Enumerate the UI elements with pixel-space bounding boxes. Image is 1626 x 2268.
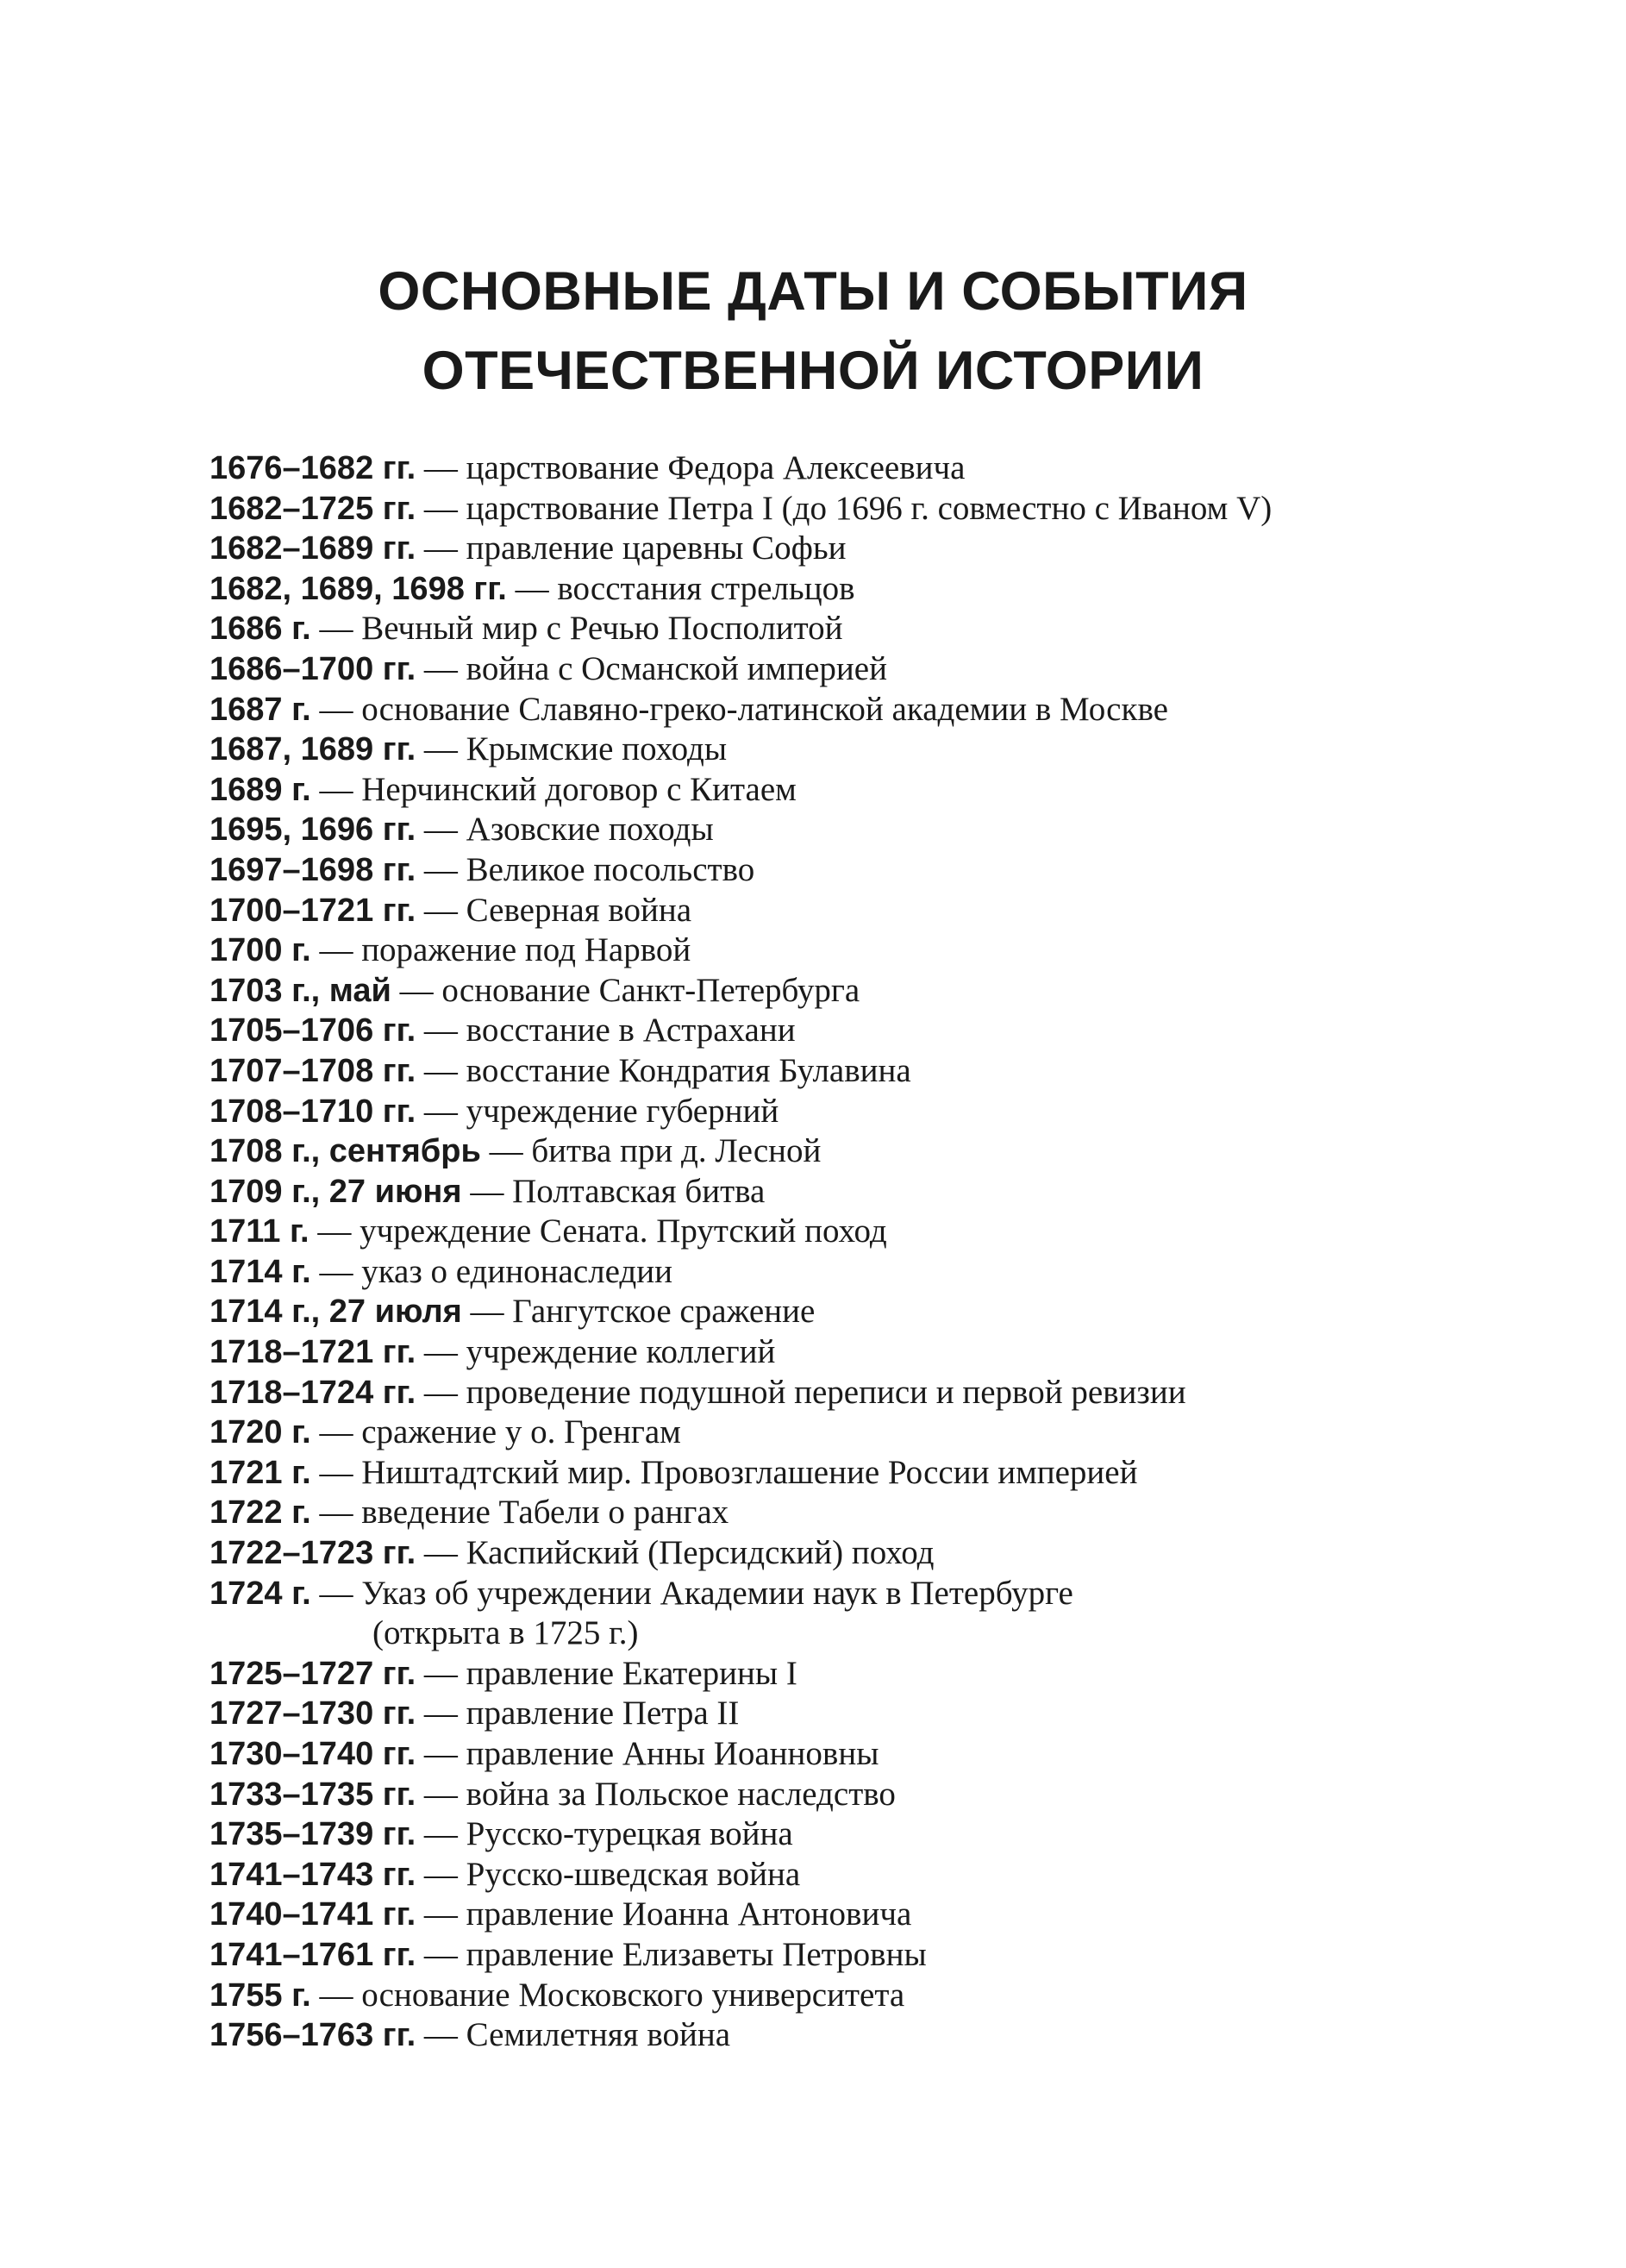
entry-dash: —: [319, 610, 353, 648]
entry-text: учреждение губерний: [466, 1092, 779, 1130]
entry-dash: —: [423, 1373, 458, 1411]
chronology-entry: [210, 810, 1503, 850]
entry-date: 1722–1723 гг.: [210, 1535, 416, 1572]
entry-text: проведение подушной переписи и первой ревизии: [466, 1373, 1186, 1411]
entry-dash: —: [423, 1051, 458, 1089]
entry-text: указ о единонаследии: [361, 1252, 672, 1290]
entry-dash: —: [319, 1453, 353, 1491]
entry-dash: —: [423, 1815, 458, 1853]
entry-date: 1687, 1689 гг.: [210, 731, 416, 768]
chronology-list: [210, 448, 1503, 2056]
entry-date: 1676–1682 гг.: [210, 450, 416, 486]
entry-date: 1720 г.: [210, 1414, 311, 1451]
entry-date: 1755 г.: [210, 1977, 311, 2014]
entry-date: 1687 г.: [210, 691, 311, 728]
entry-text: правление Анны Иоанновны: [466, 1735, 879, 1772]
entry-text: Великое посольство: [466, 850, 755, 888]
entry-date: 1682–1689 гг.: [210, 530, 416, 567]
entry-dash: —: [423, 1012, 458, 1049]
entry-text: восстание Кондратия Булавина: [466, 1051, 911, 1089]
entry-date: 1703 г., май: [210, 972, 391, 1009]
entry-dash: —: [423, 1333, 458, 1371]
entry-date: 1686 г.: [210, 611, 311, 648]
entry-date: 1714 г., 27 июля: [210, 1294, 462, 1331]
entry-dash: —: [423, 850, 458, 888]
entry-dash: —: [423, 1895, 458, 1933]
entry-date: 1689 г.: [210, 771, 311, 808]
entry-dash: —: [319, 770, 353, 808]
entry-dash: —: [423, 489, 458, 527]
title-line-1: ОСНОВНЫЕ ДАТЫ И СОБЫТИЯ: [378, 261, 1248, 322]
entry-text: Каспийский (Персидский) поход: [466, 1534, 935, 1572]
entry-date: 1722 г.: [210, 1494, 311, 1532]
entry-text: Семилетняя война: [466, 2016, 731, 2054]
entry-dash: —: [423, 891, 458, 929]
entry-dash: —: [423, 1935, 458, 1973]
entry-text: Русско-турецкая война: [466, 1815, 793, 1853]
entry-date: 1741–1743 гг.: [210, 1856, 416, 1893]
chronology-entry: [210, 1976, 1503, 2016]
entry-dash: —: [319, 1413, 353, 1451]
chronology-entry: [210, 1292, 1503, 1332]
entry-dash: —: [489, 1132, 523, 1170]
entry-dash: —: [423, 1775, 458, 1813]
chronology-entry: [210, 1011, 1503, 1051]
entry-text: основание Московского университета: [361, 1976, 905, 2014]
chronology-entry: [210, 690, 1503, 730]
entry-text: правление Екатерины I: [466, 1654, 797, 1692]
entry-date: 1724 г.: [210, 1575, 311, 1612]
entry-dash: —: [423, 529, 458, 567]
chronology-entry: [210, 730, 1503, 770]
chronology-entry: [210, 1092, 1503, 1132]
chronology-entry: [210, 1935, 1503, 1976]
chronology-entry: [210, 971, 1503, 1012]
chronology-entry: [210, 1814, 1503, 1855]
chronology-entry: [210, 1895, 1503, 1935]
entry-dash: —: [423, 1855, 458, 1893]
entry-dash: —: [423, 1654, 458, 1692]
entry-text: Гангутское сражение: [512, 1293, 816, 1331]
chronology-entry: [210, 770, 1503, 811]
entry-date: 1700–1721 гг.: [210, 892, 416, 929]
title-line-2: ОТЕЧЕСТВЕННОЙ ИСТОРИИ: [422, 341, 1204, 401]
chronology-entry: [210, 609, 1503, 649]
entry-text: основание Санкт-Петербурга: [441, 971, 860, 1009]
entry-date: 1714 г.: [210, 1253, 311, 1290]
entry-date: 1718–1721 гг.: [210, 1334, 416, 1371]
entry-dash: —: [423, 1735, 458, 1772]
chronology-entry: [210, 2015, 1503, 2056]
entry-dash: —: [319, 1494, 353, 1532]
entry-dash: —: [423, 730, 458, 768]
entry-dash: —: [319, 1574, 353, 1612]
page-title: [0, 252, 1626, 410]
entry-date: 1740–1741 гг.: [210, 1896, 416, 1933]
entry-date: 1711 г.: [210, 1213, 310, 1250]
entry-text: правление Петра II: [466, 1695, 740, 1732]
chronology-entry: [210, 448, 1503, 489]
chronology-entry: [210, 1775, 1503, 1815]
entry-text: царствование Федора Алексеевича: [466, 449, 966, 486]
chronology-entry: [210, 1574, 1503, 1654]
chronology-entry: [210, 1172, 1503, 1212]
chronology-entry: [210, 1051, 1503, 1092]
entry-text: учреждение Сената. Прутский поход: [360, 1212, 887, 1250]
entry-dash: —: [319, 1976, 353, 2014]
entry-date: 1700 г.: [210, 932, 311, 969]
chronology-entry: [210, 529, 1503, 569]
entry-date: 1756–1763 гг.: [210, 2017, 416, 2054]
chronology-entry: [210, 1131, 1503, 1172]
chronology-entry: [210, 1413, 1503, 1453]
chronology-entry: [210, 1694, 1503, 1734]
entry-dash: —: [423, 811, 458, 849]
entry-text: война за Польское наследство: [466, 1775, 896, 1813]
entry-date: 1682–1725 гг.: [210, 490, 416, 527]
entry-date: 1708–1710 гг.: [210, 1093, 416, 1130]
entry-text: введение Табели о рангах: [361, 1494, 729, 1532]
entry-text: Нерчинский договор с Китаем: [361, 770, 797, 808]
chronology-entry: [210, 489, 1503, 529]
entry-text: основание Славяно-греко-латинской академии в Москве: [361, 690, 1168, 728]
entry-dash: —: [423, 1092, 458, 1130]
chronology-entry: [210, 1373, 1503, 1413]
entry-date: 1705–1706 гг.: [210, 1012, 416, 1049]
entry-text: битва при д. Лесной: [531, 1132, 822, 1170]
entry-text: Полтавская битва: [512, 1172, 766, 1210]
entry-text: Ништадтский мир. Провозглашение России империей: [361, 1453, 1138, 1491]
entry-date: 1697–1698 гг.: [210, 851, 416, 888]
chronology-entry: [210, 1533, 1503, 1574]
entry-text: правление царевны Софьи: [466, 529, 847, 567]
entry-date: 1718–1724 гг.: [210, 1374, 416, 1411]
entry-text: Русско-шведская война: [466, 1855, 801, 1893]
entry-date: 1686–1700 гг.: [210, 650, 416, 687]
entry-dash: —: [319, 931, 353, 969]
entry-dash: —: [423, 449, 458, 486]
entry-date: 1708 г., сентябрь: [210, 1133, 481, 1170]
entry-date: 1730–1740 гг.: [210, 1736, 416, 1772]
entry-dash: —: [470, 1293, 504, 1331]
chronology-entry: [210, 1493, 1503, 1533]
entry-text: война с Османской империей: [466, 649, 887, 687]
chronology-entry: [210, 1855, 1503, 1895]
entry-text: царствование Петра I (до 1696 г. совместно с Иваном V): [466, 489, 1273, 527]
entry-dash: —: [515, 569, 549, 607]
chronology-entry: [210, 1654, 1503, 1695]
chronology-entry: [210, 1734, 1503, 1775]
chronology-entry: [210, 569, 1503, 610]
chronology-entry: [210, 891, 1503, 931]
entry-date: 1695, 1696 гг.: [210, 811, 416, 849]
entry-text: Азовские походы: [466, 811, 714, 849]
entry-dash: —: [423, 1695, 458, 1732]
chronology-entry: [210, 930, 1503, 971]
entry-text: восстания стрельцов: [557, 569, 855, 607]
entry-dash: —: [317, 1212, 352, 1250]
chronology-entry: [210, 1453, 1503, 1494]
entry-text: поражение под Нарвой: [361, 931, 691, 969]
entry-dash: —: [319, 690, 353, 728]
entry-date: 1682, 1689, 1698 гг.: [210, 570, 507, 607]
entry-text: Крымские походы: [466, 730, 728, 768]
entry-date: 1741–1761 гг.: [210, 1936, 416, 1973]
entry-date: 1733–1735 гг.: [210, 1776, 416, 1813]
entry-date: 1721 г.: [210, 1454, 311, 1491]
entry-text: восстание в Астрахани: [466, 1012, 796, 1049]
chronology-entry: [210, 850, 1503, 891]
entry-dash: —: [470, 1172, 504, 1210]
entry-date: 1727–1730 гг.: [210, 1695, 416, 1732]
chronology-entry: [210, 1332, 1503, 1373]
entry-date: 1725–1727 гг.: [210, 1655, 416, 1692]
entry-text: правление Елизаветы Петровны: [466, 1935, 927, 1973]
entry-date: 1707–1708 гг.: [210, 1052, 416, 1089]
entry-dash: —: [423, 1534, 458, 1572]
chronology-entry: [210, 649, 1503, 690]
entry-text-continuation: (открыта в 1725 г.): [372, 1614, 639, 1652]
entry-date: 1735–1739 гг.: [210, 1816, 416, 1853]
entry-text: правление Иоанна Антоновича: [466, 1895, 912, 1933]
entry-text: Северная война: [466, 891, 692, 929]
entry-text: учреждение коллегий: [466, 1333, 776, 1371]
entry-text: Вечный мир с Речью Посполитой: [361, 610, 843, 648]
entry-text: сражение у о. Гренгам: [361, 1413, 681, 1451]
entry-date: 1709 г., 27 июня: [210, 1173, 462, 1210]
entry-dash: —: [423, 649, 458, 687]
chronology-entry: [210, 1252, 1503, 1293]
entry-dash: —: [423, 2016, 458, 2054]
entry-dash: —: [319, 1252, 353, 1290]
entry-dash: —: [399, 971, 434, 1009]
chronology-entry: [210, 1212, 1503, 1252]
entry-text: Указ об учреждении Академии наук в Петербурге: [361, 1574, 1073, 1612]
